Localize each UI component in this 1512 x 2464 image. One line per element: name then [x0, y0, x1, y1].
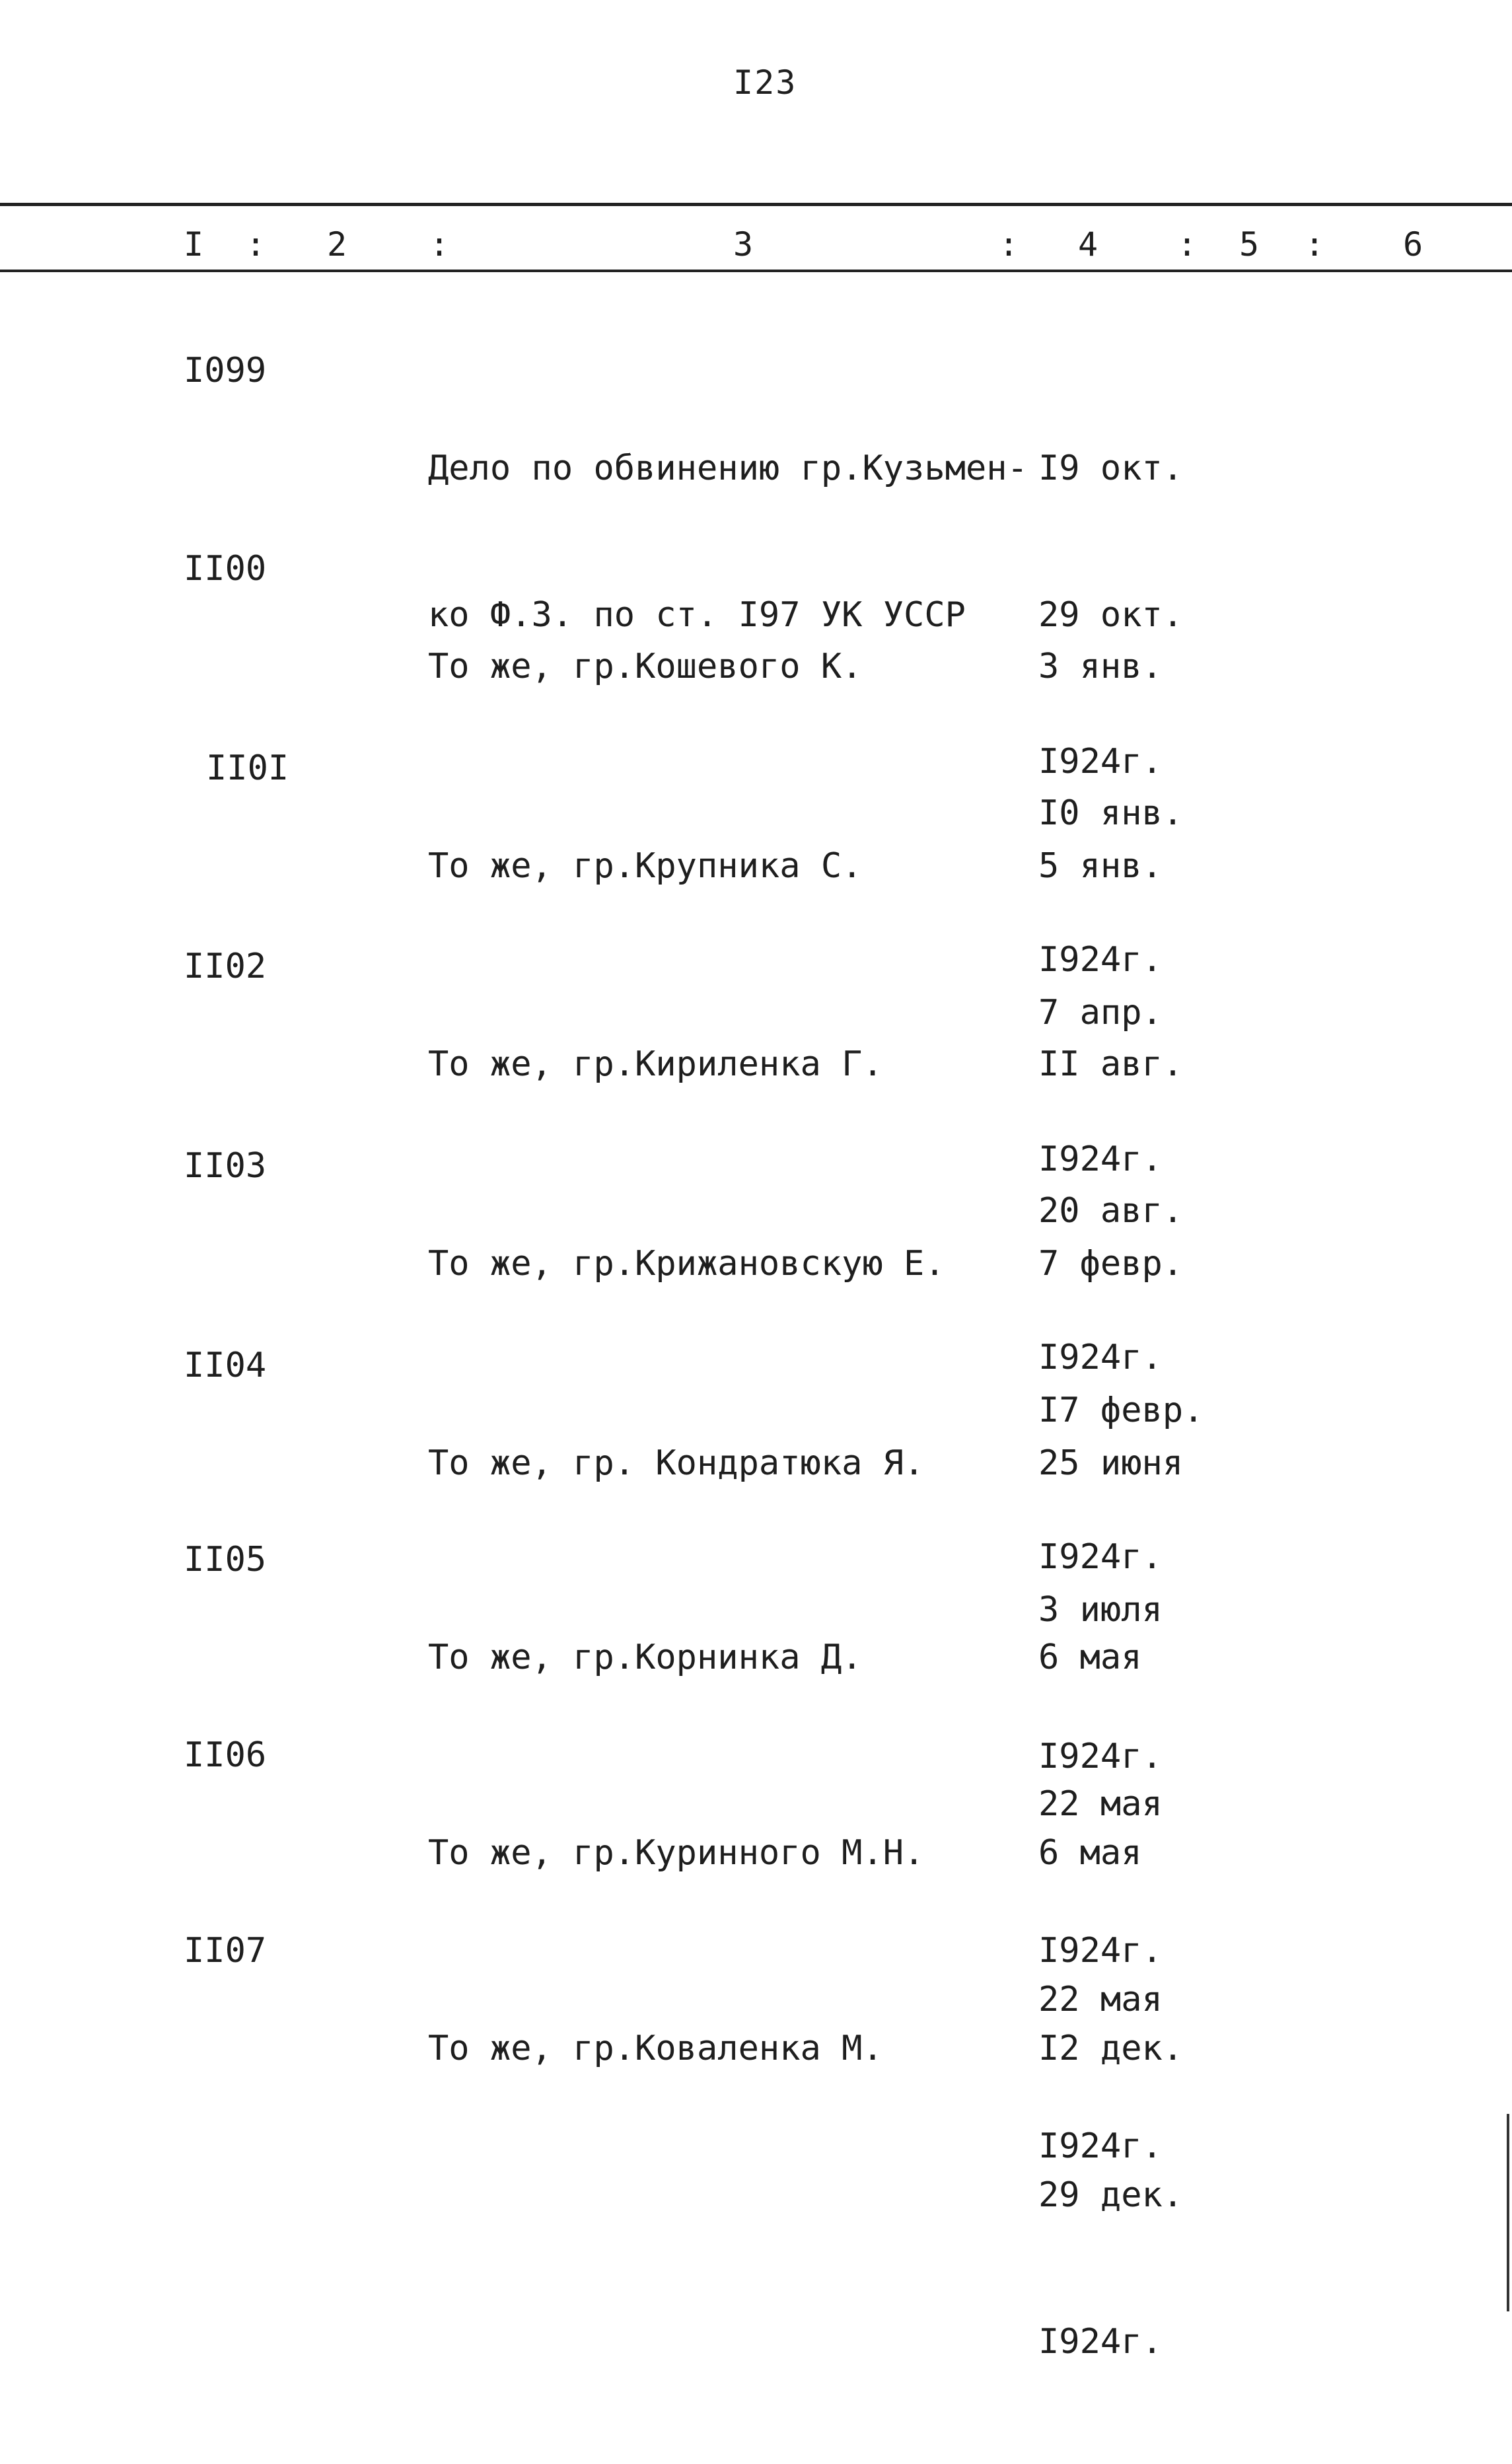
- year: I924г.: [1038, 742, 1163, 781]
- column-header-4: 4: [1078, 225, 1098, 264]
- case-description-line: То же, гр.Куринного М.Н.: [428, 1833, 925, 1873]
- header-rule-top: [0, 203, 1512, 206]
- page-edge-mark: [1507, 2114, 1509, 2311]
- case-description-line: То же, гр.Крупника С.: [428, 846, 863, 886]
- case-number: II03: [184, 1146, 267, 1186]
- end-date: I7 февр.: [1038, 1391, 1204, 1430]
- page-number: I23: [733, 63, 797, 102]
- case-number: II05: [184, 1540, 267, 1579]
- start-date: 3 янв.: [1038, 647, 1163, 686]
- column-header-5: 5: [1239, 225, 1260, 264]
- end-date: 7 апр.: [1038, 993, 1163, 1033]
- year: I924г.: [1038, 1537, 1163, 1577]
- case-description-line: То же, гр. Кондратюка Я.: [428, 1443, 925, 1483]
- column-separator: :: [1177, 225, 1198, 264]
- end-date: 29 окт.: [1038, 595, 1184, 635]
- end-date: I0 янв.: [1038, 793, 1184, 833]
- case-description-line: ко Ф.З. по ст. I97 УК УССР: [428, 595, 966, 635]
- case-number: II07: [184, 1931, 267, 1971]
- case-description-line: То же, гр.Крижановскую Е.: [428, 1244, 945, 1284]
- start-date: 6 мая: [1038, 1833, 1142, 1873]
- year: I924г.: [1038, 2126, 1163, 2166]
- start-date: 5 янв.: [1038, 846, 1163, 886]
- end-date: 22 мая: [1038, 1784, 1163, 1824]
- case-description: [428, 1926, 883, 2171]
- case-number: I099: [184, 351, 267, 390]
- column-header-3: 3: [733, 225, 754, 264]
- start-date: 6 мая: [1038, 1638, 1142, 1677]
- start-date: 25 июня: [1038, 1443, 1184, 1483]
- column-header-1: I: [184, 225, 204, 264]
- case-description-line: То же, гр.Кириленка Г.: [428, 1044, 883, 1084]
- column-header-2: 2: [327, 225, 347, 264]
- start-date: I9 окт.: [1038, 449, 1184, 488]
- case-number: II00: [184, 549, 267, 589]
- year: I924г.: [1038, 1737, 1163, 1776]
- start-date: II авг.: [1038, 1044, 1184, 1084]
- case-description-line: Дело по обвинению гр.Кузьмен-: [428, 449, 1028, 488]
- end-date: 20 авг.: [1038, 1191, 1184, 1231]
- end-date: 29 дек.: [1038, 2175, 1184, 2215]
- case-number: II04: [184, 1346, 267, 1385]
- column-separator: :: [999, 225, 1019, 264]
- table-row: [0, 1926, 1512, 2362]
- case-number: II06: [184, 1735, 267, 1775]
- year: I924г.: [1038, 940, 1163, 980]
- year: I924г.: [1038, 1140, 1163, 1179]
- header-rule-bottom: [0, 270, 1512, 272]
- case-description-line: То же, гр.Корнинка Д.: [428, 1638, 863, 1677]
- case-description-line: То же, гр.Кошевого К.: [428, 647, 863, 686]
- case-description-line: То же, гр.Коваленка М.: [428, 2029, 883, 2068]
- end-date: 3 июля: [1038, 1590, 1163, 1630]
- year: I924г.: [1038, 1338, 1163, 1377]
- case-number: II02: [184, 947, 267, 986]
- year: I924г.: [1038, 1931, 1163, 1971]
- column-separator: :: [246, 225, 266, 264]
- start-date: I2 дек.: [1038, 2029, 1184, 2068]
- column-separator: :: [429, 225, 450, 264]
- case-number: II0I: [206, 748, 289, 788]
- start-date: 7 февр.: [1038, 1244, 1184, 1284]
- year: I924г.: [1038, 2322, 1163, 2362]
- case-dates: [1038, 1926, 1183, 2464]
- column-separator: :: [1305, 225, 1325, 264]
- end-date: 22 мая: [1038, 1980, 1163, 2019]
- column-header-6: 6: [1403, 225, 1423, 264]
